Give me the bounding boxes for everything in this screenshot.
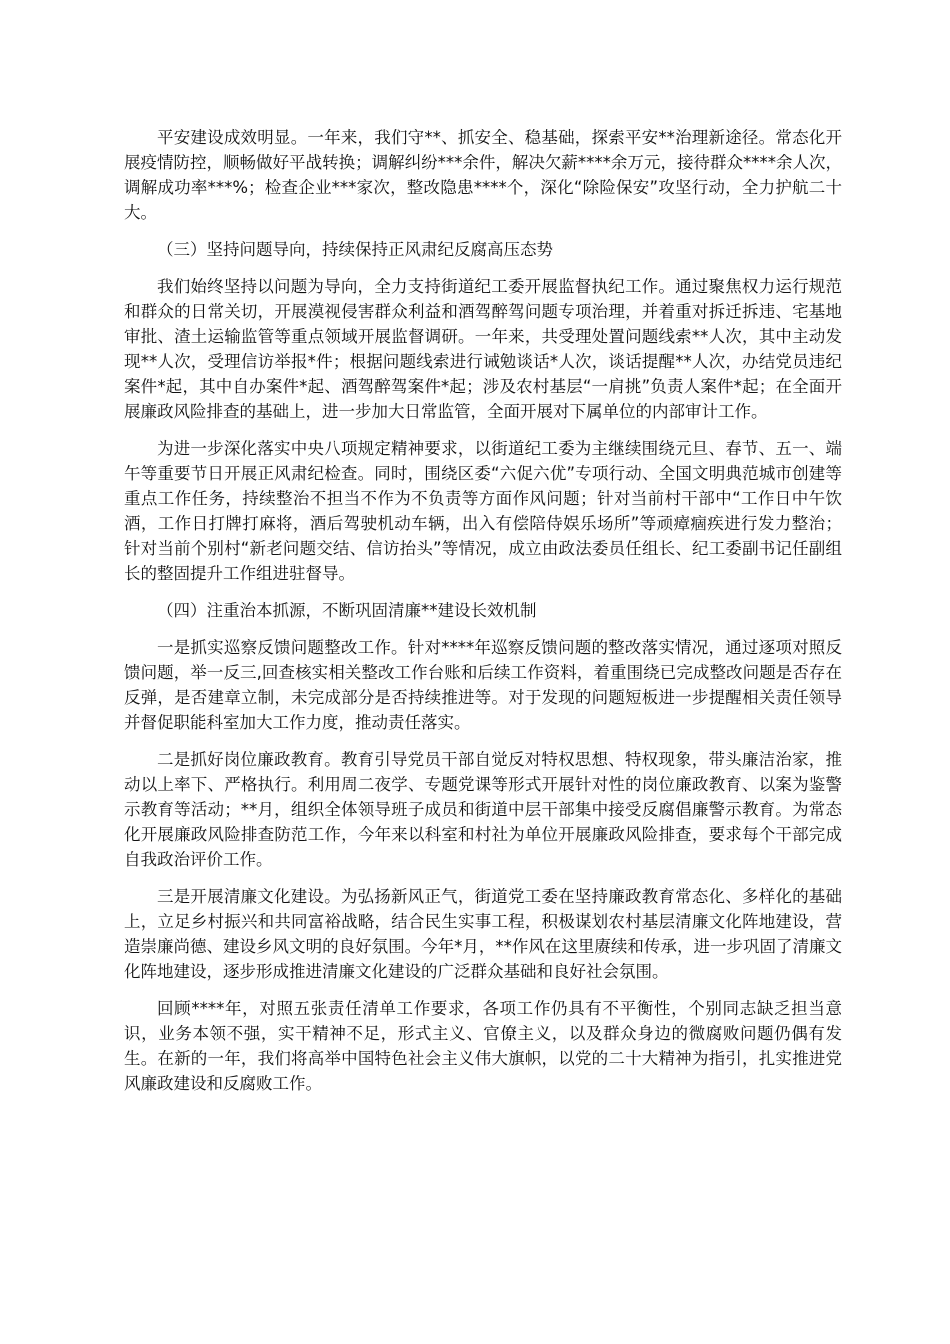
section-heading-4: （四）注重治本抓源，不断巩固清廉**建设长效机制 <box>157 601 537 620</box>
paragraph-inspection-rectification: 一是抓实巡察反馈问题整改工作。针对****年巡察反馈问题的整改落实情况，通过逐项对照反馈问题，举一反三,回查核实相关整改工作台账和后续工作资料，着重围绕已完成整改问题是否存在反弹，是否建章立制，未完成部分是否持续推进等。对于发现的问题短板进一步提醒相关责任领导并督促职能科室加大工作力度，推动责任落实。 <box>124 638 842 732</box>
paragraph-eight-regulations: 为进一步深化落实中央八项规定精神要求，以街道纪工委为主继续围绕元旦、春节、五一、端午等重要节日开展正风肃纪检查。同时，围绕区委“六促六优”专项行动、全国文明典范城市创建等重点工作任务，持续整治不担当不作为不负责等方面作风问题；针对当前村干部中“工作日中午饮酒，工作日打牌打麻将，酒后驾驶机动车辆，出入有偿陪侍娱乐场所”等顽瘴痼疾进行发力整治；针对当前个别村“新老问题交结、信访抬头”等情况，成立由政法委员任组长、纪工委副书记任副组长的整固提升工作组进驻督导。 <box>124 439 842 583</box>
paragraph-integrity-education: 二是抓好岗位廉政教育。教育引导党员干部自觉反对特权思想、特权现象，带头廉洁治家，推动以上率下、严格执行。利用周二夜学、专题党课等形式开展针对性的岗位廉政教育、以案为鉴警示教育等活动；**月，组织全体领导班子成员和街道中层干部集中接受反腐倡廉警示教育。为常态化开展廉政风险排查防范工作，今年来以科室和村社为单位开展廉政风险排查，要求每个干部完成自我政治评价工作。 <box>124 750 842 869</box>
paragraph-safety-construction: 平安建设成效明显。一年来，我们守**、抓安全、稳基础，探索平安**治理新途径。常态化开展疫情防控，顺畅做好平战转换；调解纠纷***余件，解决欠薪****余万元，接待群众****余人次，调解成功率***%；检查企业***家次，整改隐患****个，深化“除险保安”攻坚行动，全力护航二十大。 <box>124 128 842 222</box>
paragraph-review: 回顾****年，对照五张责任清单工作要求，各项工作仍具有不平衡性，个别同志缺乏担当意识，业务本领不强，实干精神不足，形式主义、官僚主义，以及群众身边的微腐败问题仍偶有发生。在新的一年，我们将高举中国特色社会主义伟大旗帜，以党的二十大精神为指引，扎实推进党风廉政建设和反腐败工作。 <box>124 999 842 1093</box>
paragraph-integrity-culture: 三是开展清廉文化建设。为弘扬新风正气，街道党工委在坚持廉政教育常态化、多样化的基础上，立足乡村振兴和共同富裕战略，结合民生实事工程，积极谋划农村基层清廉文化阵地建设，营造崇廉尚德、建设乡风文明的良好氛围。今年*月，**作风在这里赓续和传承，进一步巩固了清廉文化阵地建设，逐步形成推进清廉文化建设的广泛群众基础和良好社会氛围。 <box>124 887 842 981</box>
paragraph-supervision: 我们始终坚持以问题为导向，全力支持街道纪工委开展监督执纪工作。通过聚焦权力运行规范和群众的日常关切，开展漠视侵害群众利益和酒驾醉驾问题专项治理，并着重对拆迁拆违、宅基地审批、渣土运输监管等重点领域开展监督调研。一年来，共受理处置问题线索**人次，其中主动发现**人次，受理信访举报*件；根据问题线索进行诫勉谈话*人次，谈话提醒**人次，办结党员违纪案件*起，其中自办案件*起、酒驾醉驾案件*起；涉及农村基层“一肩挑”负责人案件*起；在全面开展廉政风险排查的基础上，进一步加大日常监管，全面开展对下属单位的内部审计工作。 <box>124 277 842 421</box>
document-page <box>124 125 842 1108</box>
section-heading-3: （三）坚持问题导向，持续保持正风肃纪反腐高压态势 <box>157 240 553 259</box>
